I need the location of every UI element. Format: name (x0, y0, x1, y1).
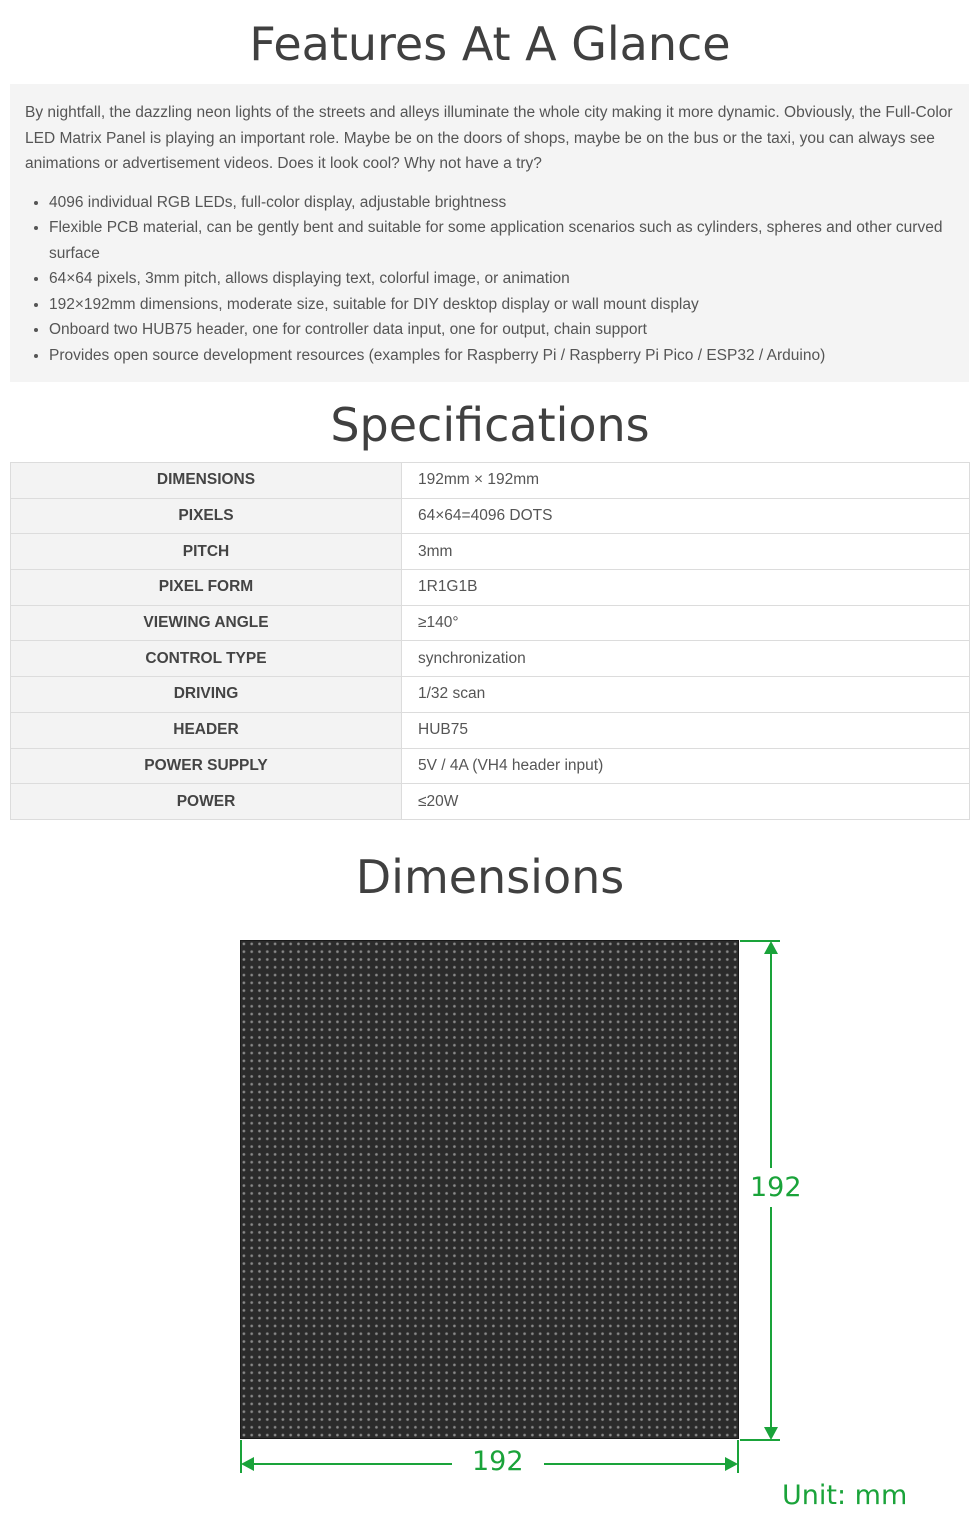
intro-paragraph: By nightfall, the dazzling neon lights of the streets and alleys illuminate the whole city making it more dynamic. Obviously, the Full-Color LED Matrix Panel is playing an important role. Maybe be on the doors of shops, maybe be on the bus or the taxi, you can always see animations or advertisement videos. Does it look cool? Why not have a try? (25, 104, 953, 172)
spec-label: POWER SUPPLY (11, 748, 402, 784)
spec-label: POWER (11, 784, 402, 820)
spec-value: synchronization (402, 641, 970, 677)
spec-label: DRIVING (11, 677, 402, 713)
specifications-title: Specifications (330, 398, 650, 452)
spec-label: PIXELS (11, 498, 402, 534)
width-label: 192 (452, 1446, 544, 1477)
dimensions-title: Dimensions (355, 849, 625, 904)
spec-label: CONTROL TYPE (11, 641, 402, 677)
width-arrow-right (725, 1457, 738, 1471)
feature-item: • 192×192mm dimensions, moderate size, suitable for DIY desktop display or wall mount display (49, 292, 955, 318)
spec-value: 64×64=4096 DOTS (402, 498, 970, 534)
features-box (10, 84, 969, 382)
table-row (11, 534, 970, 570)
table-row (11, 570, 970, 606)
spec-value: 3mm (402, 534, 970, 570)
dimension-lines (0, 920, 980, 1520)
height-label: 192 (748, 1168, 804, 1207)
spec-label: DIMENSIONS (11, 463, 402, 499)
height-arrow-top (764, 941, 778, 954)
spec-value: ≤20W (402, 784, 970, 820)
table-row (11, 463, 970, 499)
table-row (11, 677, 970, 713)
feature-item: • Provides open source development resources (examples for Raspberry Pi / Raspberry Pi Pico / ESP32 / Arduino) (49, 343, 955, 369)
spec-value: ≥140° (402, 605, 970, 641)
table-row (11, 748, 970, 784)
width-arrow-left (241, 1457, 254, 1471)
table-row (11, 712, 970, 748)
features-title: Features At A Glance (249, 17, 731, 71)
spec-value: 1R1G1B (402, 570, 970, 606)
feature-list (25, 190, 955, 369)
height-arrow-bottom (764, 1427, 778, 1440)
table-row (11, 605, 970, 641)
spec-table (10, 462, 970, 820)
spec-value: 1/32 scan (402, 677, 970, 713)
spec-value: 192mm × 192mm (402, 463, 970, 499)
spec-label: VIEWING ANGLE (11, 605, 402, 641)
table-row (11, 498, 970, 534)
spec-label: PIXEL FORM (11, 570, 402, 606)
feature-item: • 4096 individual RGB LEDs, full-color display, adjustable brightness (49, 190, 955, 216)
spec-label: HEADER (11, 712, 402, 748)
spec-label: PITCH (11, 534, 402, 570)
spec-value: HUB75 (402, 712, 970, 748)
dimension-drawing (0, 920, 980, 1520)
spec-value: 5V / 4A (VH4 header input) (402, 748, 970, 784)
feature-item: • Flexible PCB material, can be gently bent and suitable for some application scenarios such as cylinders, spheres and other curved surface (49, 215, 955, 266)
unit-label: Unit: mm (782, 1479, 908, 1511)
table-row (11, 784, 970, 820)
table-row (11, 641, 970, 677)
feature-item: • 64×64 pixels, 3mm pitch, allows displaying text, colorful image, or animation (49, 266, 955, 292)
feature-item: • Onboard two HUB75 header, one for controller data input, one for output, chain support (49, 317, 955, 343)
